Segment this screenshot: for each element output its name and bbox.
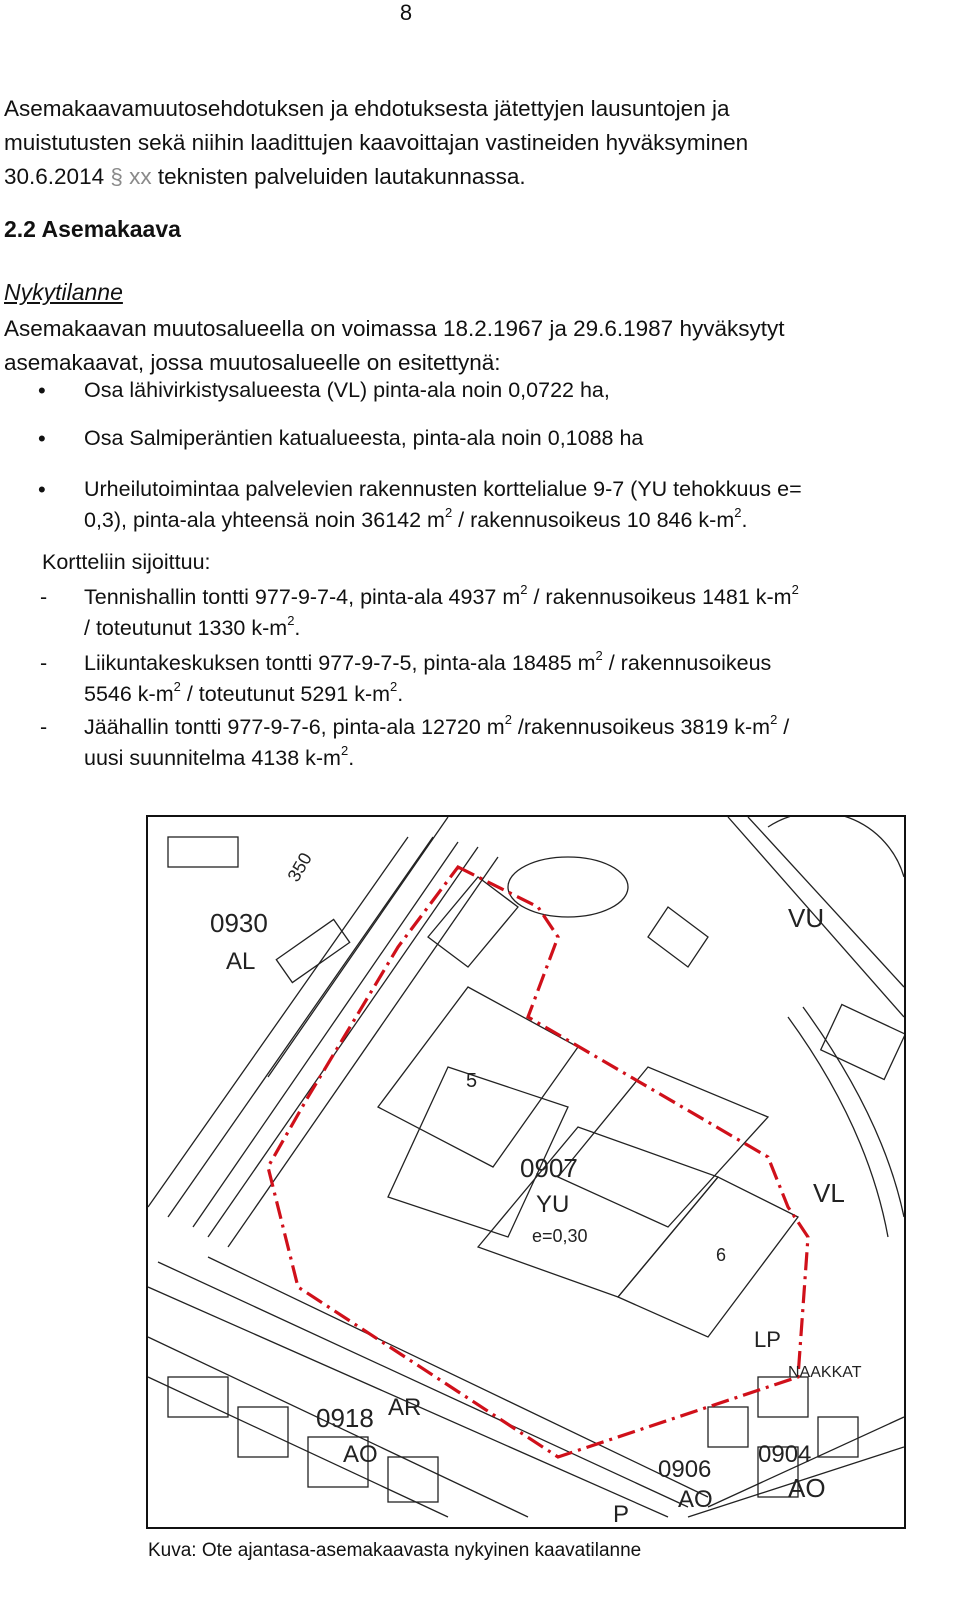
plot-line [84, 743, 789, 774]
plot-line [84, 582, 799, 613]
text-span: / rakennusoikeus 1481 k-m [527, 585, 792, 609]
map-label: AL [226, 948, 256, 975]
text-span: /rakennusoikeus 3819 k-m [511, 715, 771, 739]
map-label: AO [343, 1441, 378, 1468]
current-state-paragraph [4, 312, 884, 380]
map-label: 0918 [316, 1403, 374, 1433]
text-span: / rakennusoikeus [602, 651, 772, 675]
plot-item [38, 712, 789, 774]
subheading: Nykytilanne [4, 279, 123, 305]
bullet-line [84, 505, 802, 536]
text-span: uusi suunnitelma 4138 k-m [84, 746, 341, 770]
section-heading: 2.2 Asemakaava [4, 216, 181, 242]
superscript: 2 [791, 581, 799, 597]
superscript: 2 [444, 504, 453, 520]
bullet-line: • Urheilutoimintaa palvelevien rakennusten korttelialue 9-7 (YU tehokkuus e= [84, 477, 802, 501]
text-span: / toteutunut 1330 k-m [84, 616, 288, 640]
text-span: Tennishallin tontti 977-9-7-4, pinta-ala 4937 m [84, 585, 521, 609]
intro-date: 30.6.2014 [4, 164, 111, 189]
map-label: 0907 [520, 1153, 578, 1183]
intro-line-2: muistutusten sekä niihin laadittujen kaavoittajan vastineiden hyväksyminen [4, 130, 749, 155]
intro-paragraph [4, 92, 904, 194]
map-label: YU [536, 1191, 570, 1218]
map-label: LP [754, 1327, 781, 1352]
zoning-map [146, 815, 906, 1529]
intro-line-3-rest: teknisten palveluiden lautakunnassa. [151, 164, 526, 189]
figure-caption: Kuva: Ote ajantasa-asemakaavasta nykyinen kaavatilanne [148, 1540, 642, 1561]
map-label: 6 [716, 1245, 727, 1265]
text-span: / toteutunut 5291 k-m [180, 682, 391, 706]
plot-item [38, 582, 799, 644]
superscript: 2 [734, 504, 742, 520]
map-label: AR [388, 1394, 422, 1421]
plot-line [84, 679, 771, 710]
map-label: e=0,30 [532, 1226, 588, 1246]
map-label: VU [788, 903, 825, 933]
plot-line [84, 613, 799, 644]
plot-item [38, 648, 771, 710]
zoning-map-drawing [148, 817, 904, 1527]
superscript: 2 [770, 711, 778, 727]
intro-line-3 [4, 160, 904, 194]
superscript: 2 [390, 678, 398, 694]
text-span: . [294, 616, 301, 640]
bullet-item [38, 474, 802, 536]
bullet-item: • Osa lähivirkistysalueesta (VL) pinta-ala noin 0,0722 ha, [38, 378, 610, 403]
map-labels [210, 849, 862, 1527]
plot-line [84, 648, 771, 679]
map-label: AO [788, 1473, 826, 1503]
superscript: 2 [340, 742, 349, 758]
superscript: 2 [504, 711, 512, 727]
kortteli-intro: Kortteliin sijoittuu: [42, 550, 211, 574]
map-label: 5 [466, 1070, 478, 1092]
text-span: 0,3), pinta-ala yhteensä noin 36142 m [84, 508, 445, 532]
superscript: 2 [520, 581, 528, 597]
intro-line-1: Asemakaavamuutosehdotuksen ja ehdotuksesta jätettyjen lausuntojen ja [4, 96, 730, 121]
map-label: 0906 [658, 1456, 712, 1483]
map-label: NAAKKAT [788, 1364, 862, 1381]
plot-line [84, 712, 789, 743]
map-label: 0930 [210, 908, 268, 938]
map-label: VL [813, 1178, 845, 1208]
section-reference: § xx [110, 164, 152, 189]
text-span: Jäähallin tontti 977-9-7-6, pinta-ala 12720 m [84, 715, 505, 739]
paragraph-line-1: Asemakaavan muutosalueella on voimassa 18.2.1967 ja 29.6.1987 hyväksytyt [4, 316, 785, 341]
text-span: 5546 k-m [84, 682, 174, 706]
map-label: AO [678, 1486, 713, 1513]
bullet-item: • Osa Salmiperäntien katualueesta, pinta-ala noin 0,1088 ha [38, 426, 643, 451]
superscript: 2 [287, 612, 295, 628]
text-span: . [397, 682, 404, 706]
text-span: Liikuntakeskuksen tontti 977-9-7-5, pinta-ala 18485 m [84, 651, 596, 675]
map-label: P [613, 1501, 630, 1527]
text-span: / [777, 715, 790, 739]
text-span: . [348, 746, 355, 770]
paragraph-line-2: asemakaavat, jossa muutosalueelle on esitettynä: [4, 350, 501, 375]
superscript: 2 [595, 647, 603, 663]
map-label: 0904 [758, 1441, 812, 1468]
page-number: 8 [399, 0, 413, 25]
superscript: 2 [173, 678, 181, 694]
text-span: . [741, 508, 748, 532]
map-label: 350 [283, 849, 316, 886]
text-span: / rakennusoikeus 10 846 k-m [452, 508, 735, 532]
